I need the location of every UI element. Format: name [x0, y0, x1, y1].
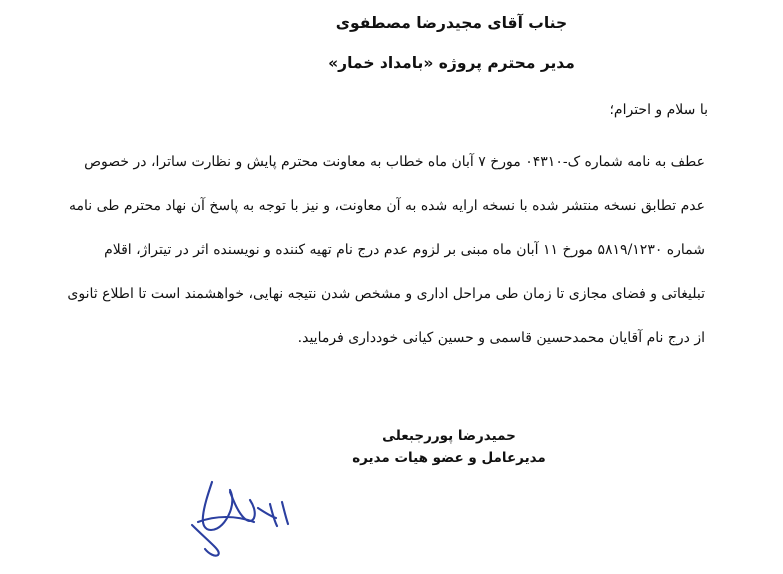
signature-block	[0, 428, 783, 466]
addressee-title: مدیر محترم پروژه «بامداد خمار»	[328, 54, 575, 72]
body-line: شماره ۵۸۱۹/۱۲۳۰ مورخ ۱۱ آبان ماه مبنی بر لزوم عدم درج نام تهیه کننده و نویسنده اثر در تیتراژ، اقلام	[104, 242, 705, 258]
addressee-name: جناب آقای مجیدرضا مصطفوی	[335, 14, 568, 32]
signatory-title: مدیرعامل و عضو هیات مدیره	[352, 450, 546, 466]
body-line: از درج نام آقایان محمدحسین قاسمی و حسین کیانی خودداری فرمایید.	[297, 330, 705, 346]
addressee-block	[0, 14, 783, 72]
letter-body	[67, 140, 705, 360]
body-line: عدم تطابق نسخه منتشر شده با نسخه ارایه شده به آن معاونت، و نیز با توجه به پاسخ آن نهاد محترم طی نامه	[68, 198, 705, 214]
body-line: تبلیغاتی و فضای مجازی تا زمان طی مراحل اداری و مشخص شدن نتیجه نهایی، خواهشمند است تا اطلاع ثانوی	[67, 286, 705, 302]
body-line: عطف به نامه شماره ک-۰۴۳۱۰ مورخ ۷ آبان ماه خطاب به معاونت محترم پایش و نظارت ساترا، در خصوص	[84, 154, 705, 170]
signatory-name: حمیدرضا پوررجبعلی	[382, 428, 516, 444]
salutation-text: با سلام و احترام؛	[609, 102, 708, 118]
handwritten-signature-icon	[178, 478, 338, 558]
